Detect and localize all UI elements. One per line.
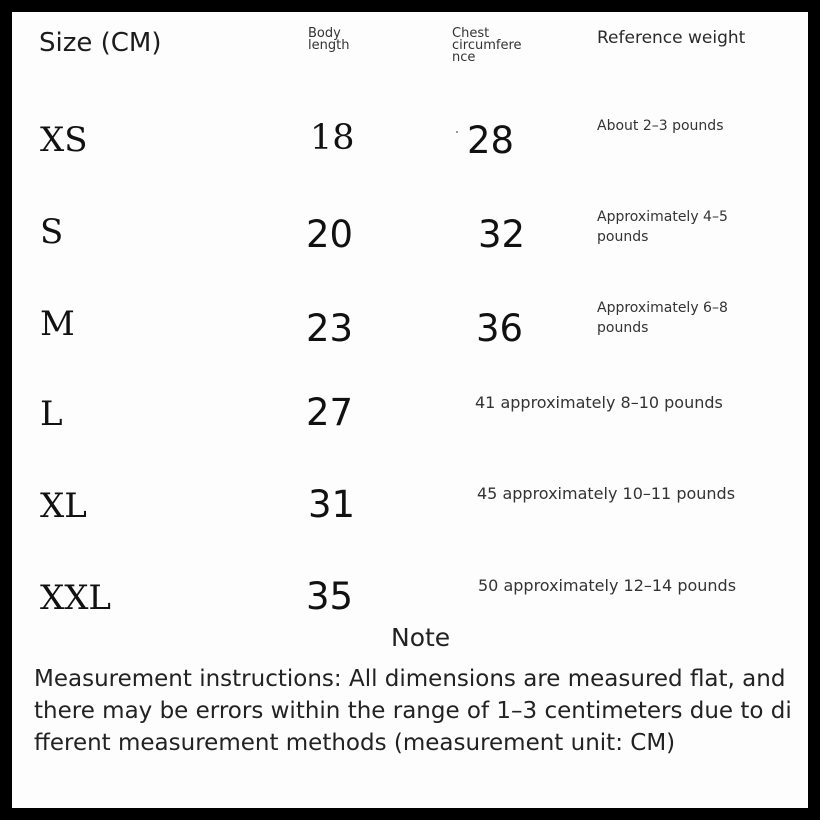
length-xl: 31 [308, 483, 356, 526]
length-s: 20 [306, 213, 354, 256]
note-title: Note [391, 623, 451, 652]
length-l: 27 [306, 391, 354, 434]
chest-weight-l: 41 approximately 8–10 pounds [475, 393, 723, 412]
size-xl: XL [40, 486, 87, 526]
size-m: M [40, 304, 75, 344]
chest-weight-xl: 45 approximately 10–11 pounds [477, 484, 736, 503]
header-weight: Reference weight [597, 28, 746, 48]
chest-s: 32 [478, 213, 526, 256]
chest-m: 36 [476, 307, 524, 350]
header-chest-line3: nce [452, 50, 476, 65]
header-body-length [308, 28, 349, 52]
header-body-length-line1: Body [308, 26, 341, 41]
size-l: L [40, 394, 63, 434]
weight-m: Approximately 6–8 pounds [597, 300, 728, 336]
size-chart [12, 12, 808, 808]
size-xxl: XXL [40, 578, 111, 618]
chest-weight-xxl: 50 approximately 12–14 pounds [478, 576, 737, 595]
header-chest-line1: Chest [452, 26, 490, 41]
size-s: S [40, 212, 64, 252]
weight-xs: About 2–3 pounds [597, 118, 724, 134]
header-chest-line2: circumfere [452, 38, 522, 53]
chest-xs: 28 [467, 119, 515, 162]
size-xs: XS [40, 120, 88, 160]
length-xxl: 35 [306, 575, 354, 618]
header-size: Size (CM) [39, 28, 162, 58]
stray-mark [456, 131, 458, 133]
header-chest [452, 28, 522, 64]
length-m: 23 [306, 307, 354, 350]
weight-s: Approximately 4–5 pounds [597, 209, 728, 245]
length-xs: 18 [310, 118, 355, 158]
note-body: Measurement instructions: All dimensions are measured flat, and there may be errors within the range of 1–3 centimeters due to different measurement methods (measurement unit: CM) [34, 666, 792, 756]
header-body-length-line2: length [308, 38, 350, 53]
